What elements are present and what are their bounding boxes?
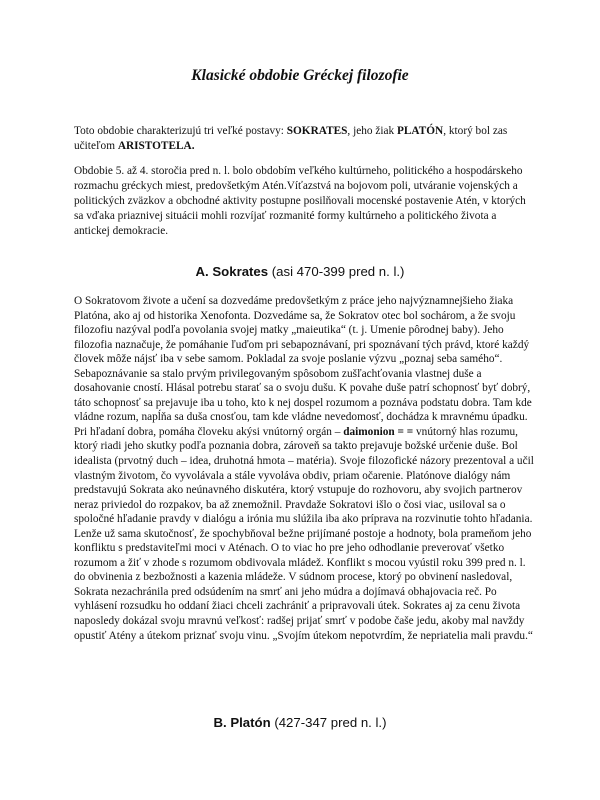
sokrates-text-part-1: O Sokratovom živote a učení sa dozvedáme predovšetkým z práce jeho najvýznamnejšieho žiaka Platóna, ako aj od historika Xenofonta. Dozvedáme sa, že Sokratov otec bol sochárom, a že svoju filozofiu nazýval podľa povolania svojej matky „maieutika“ (t. j. Umenie pôrodnej baby). Jeho filozofia naznačuje, že pomáhanie ľuďom pri sebapoznávaní, pri spoznávaní tých právd, ktoré každý človek môže nájsť iba v sebe samom. Pokladal za svoje poslanie výzvu „poznaj seba samého“. Sebapoznávanie sa stalo prvým privilegovaným spôsobom zušľachťovania vlastnej duše a dosahovanie cností. Hlásal potrebu starať sa o svoju dušu. K povahe duše patrí schopnosť byť dobrý, táto schopnosť sa prejavuje iba u toho, kto k nej dospel rozumom a poznáva podstatu dobra. Tam kde vládne rozum, napĺňa sa duša cnosťou, tam kde vládne nevedomosť, dochádza k mravnému úpadku. Pri hľadaní dobra, pomáha človeku akýsi vnútorný orgán –: [74, 295, 532, 438]
section-b-name: B. Platón: [213, 715, 271, 730]
daimonion-term: daimonion = =: [343, 425, 414, 438]
name-sokrates: SOKRATES: [286, 125, 348, 137]
section-a-name: A. Sokrates: [195, 264, 269, 279]
page-title: Klasické obdobie Gréckej filozofie: [191, 67, 409, 84]
intro-mid-2: , ktorý bol zas učiteľom: [74, 125, 508, 152]
section-b-dates: (427-347 pred n. l.): [270, 715, 387, 730]
period-paragraph: Obdobie 5. až 4. storočia pred n. l. bolo obdobím veľkého kultúrneho, politického a hospodárskeho rozmachu gréckych miest, predovšetkým Atén.Víťazstvá na bojovom poli, utváranie vojenských a politických zväzkov a obchodné aktivity postupne posilňovali mocenské postavenie Atén, v ktorých sa vďaka priaznivej situácii mohli rozvíjať rozmanité formy kultúrneho a politického života a antickej demokracie.: [74, 165, 526, 237]
name-aristotela: ARISTOTELA.: [117, 140, 195, 152]
section-a-dates: (asi 470-399 pred n. l.): [268, 264, 405, 279]
intro-paragraph: [74, 124, 534, 154]
name-platon: PLATÓN: [396, 125, 444, 137]
section-heading-platon: [0, 714, 600, 732]
intro-mid-1: , jeho žiak: [347, 125, 397, 137]
sokrates-text-part-2: vnútorný hlas rozumu, ktorý riadi jeho skutky podľa poznania dobra, zároveň sa takto prejavuje božské určenie duše. Bol idealista (prvotný duch – idea, druhotná hmota – matéria). Svoje filozofické názory prezentoval a učil vlastným životom, čo vyvolávala a stále vyvoláva obdiv, priam očarenie. Platónove dialógy nám predstavujú Sokrata ako neúnavného diskutéra, ktorý vstupuje do rozhovoru, aby svojich partnerov neraz priviedol do rozpakov, ba až znemožnil. Pravdaže Sokratovi išlo o čosi viac, usiloval sa o spoločné hľadanie pravdy v dialógu a irónia mu slúžila iba ako príprava na rozvinutie tohto hľadania. Lenže už sama skutočnosť, že spochybňoval bežne prijímané postoje a hodnoty, bola prameňom jeho konfliktu s predstaviteľmi moci v Aténach. O to viac ho pre jeho odhodlanie preverovať všetko rozumom a žiť v zhode s rozumom obdivovala mládež. Konflikt s mocou vyústil roku 399 pred n. l. do obvinenia z bezbožnosti a kazenia mládeže. V súdnom procese, ktorý po obvinení nasledoval, Sokrata nezachránila pred odsúdením na smrť ani jeho múdra a dojímavá obhajovacia reč. Po vyhlásení rozsudku ho oddaní žiaci chceli zachrániť a pripravovali útek. Sokrates aj za cenu života naposledy dokázal svoju mravnú veľkosť: radšej prijať smrť v podobe čaše jedu, akoby mal navždy opustiť Atény a útekom priznať svoju vinu. „Svojím útekom nepotvrdím, že nepriatelia mali pravdu.“: [74, 425, 534, 642]
section-heading-sokrates: [0, 263, 600, 281]
sokrates-paragraph: [74, 294, 534, 643]
intro-lead: Toto obdobie charakterizujú tri veľké postavy:: [74, 125, 287, 137]
